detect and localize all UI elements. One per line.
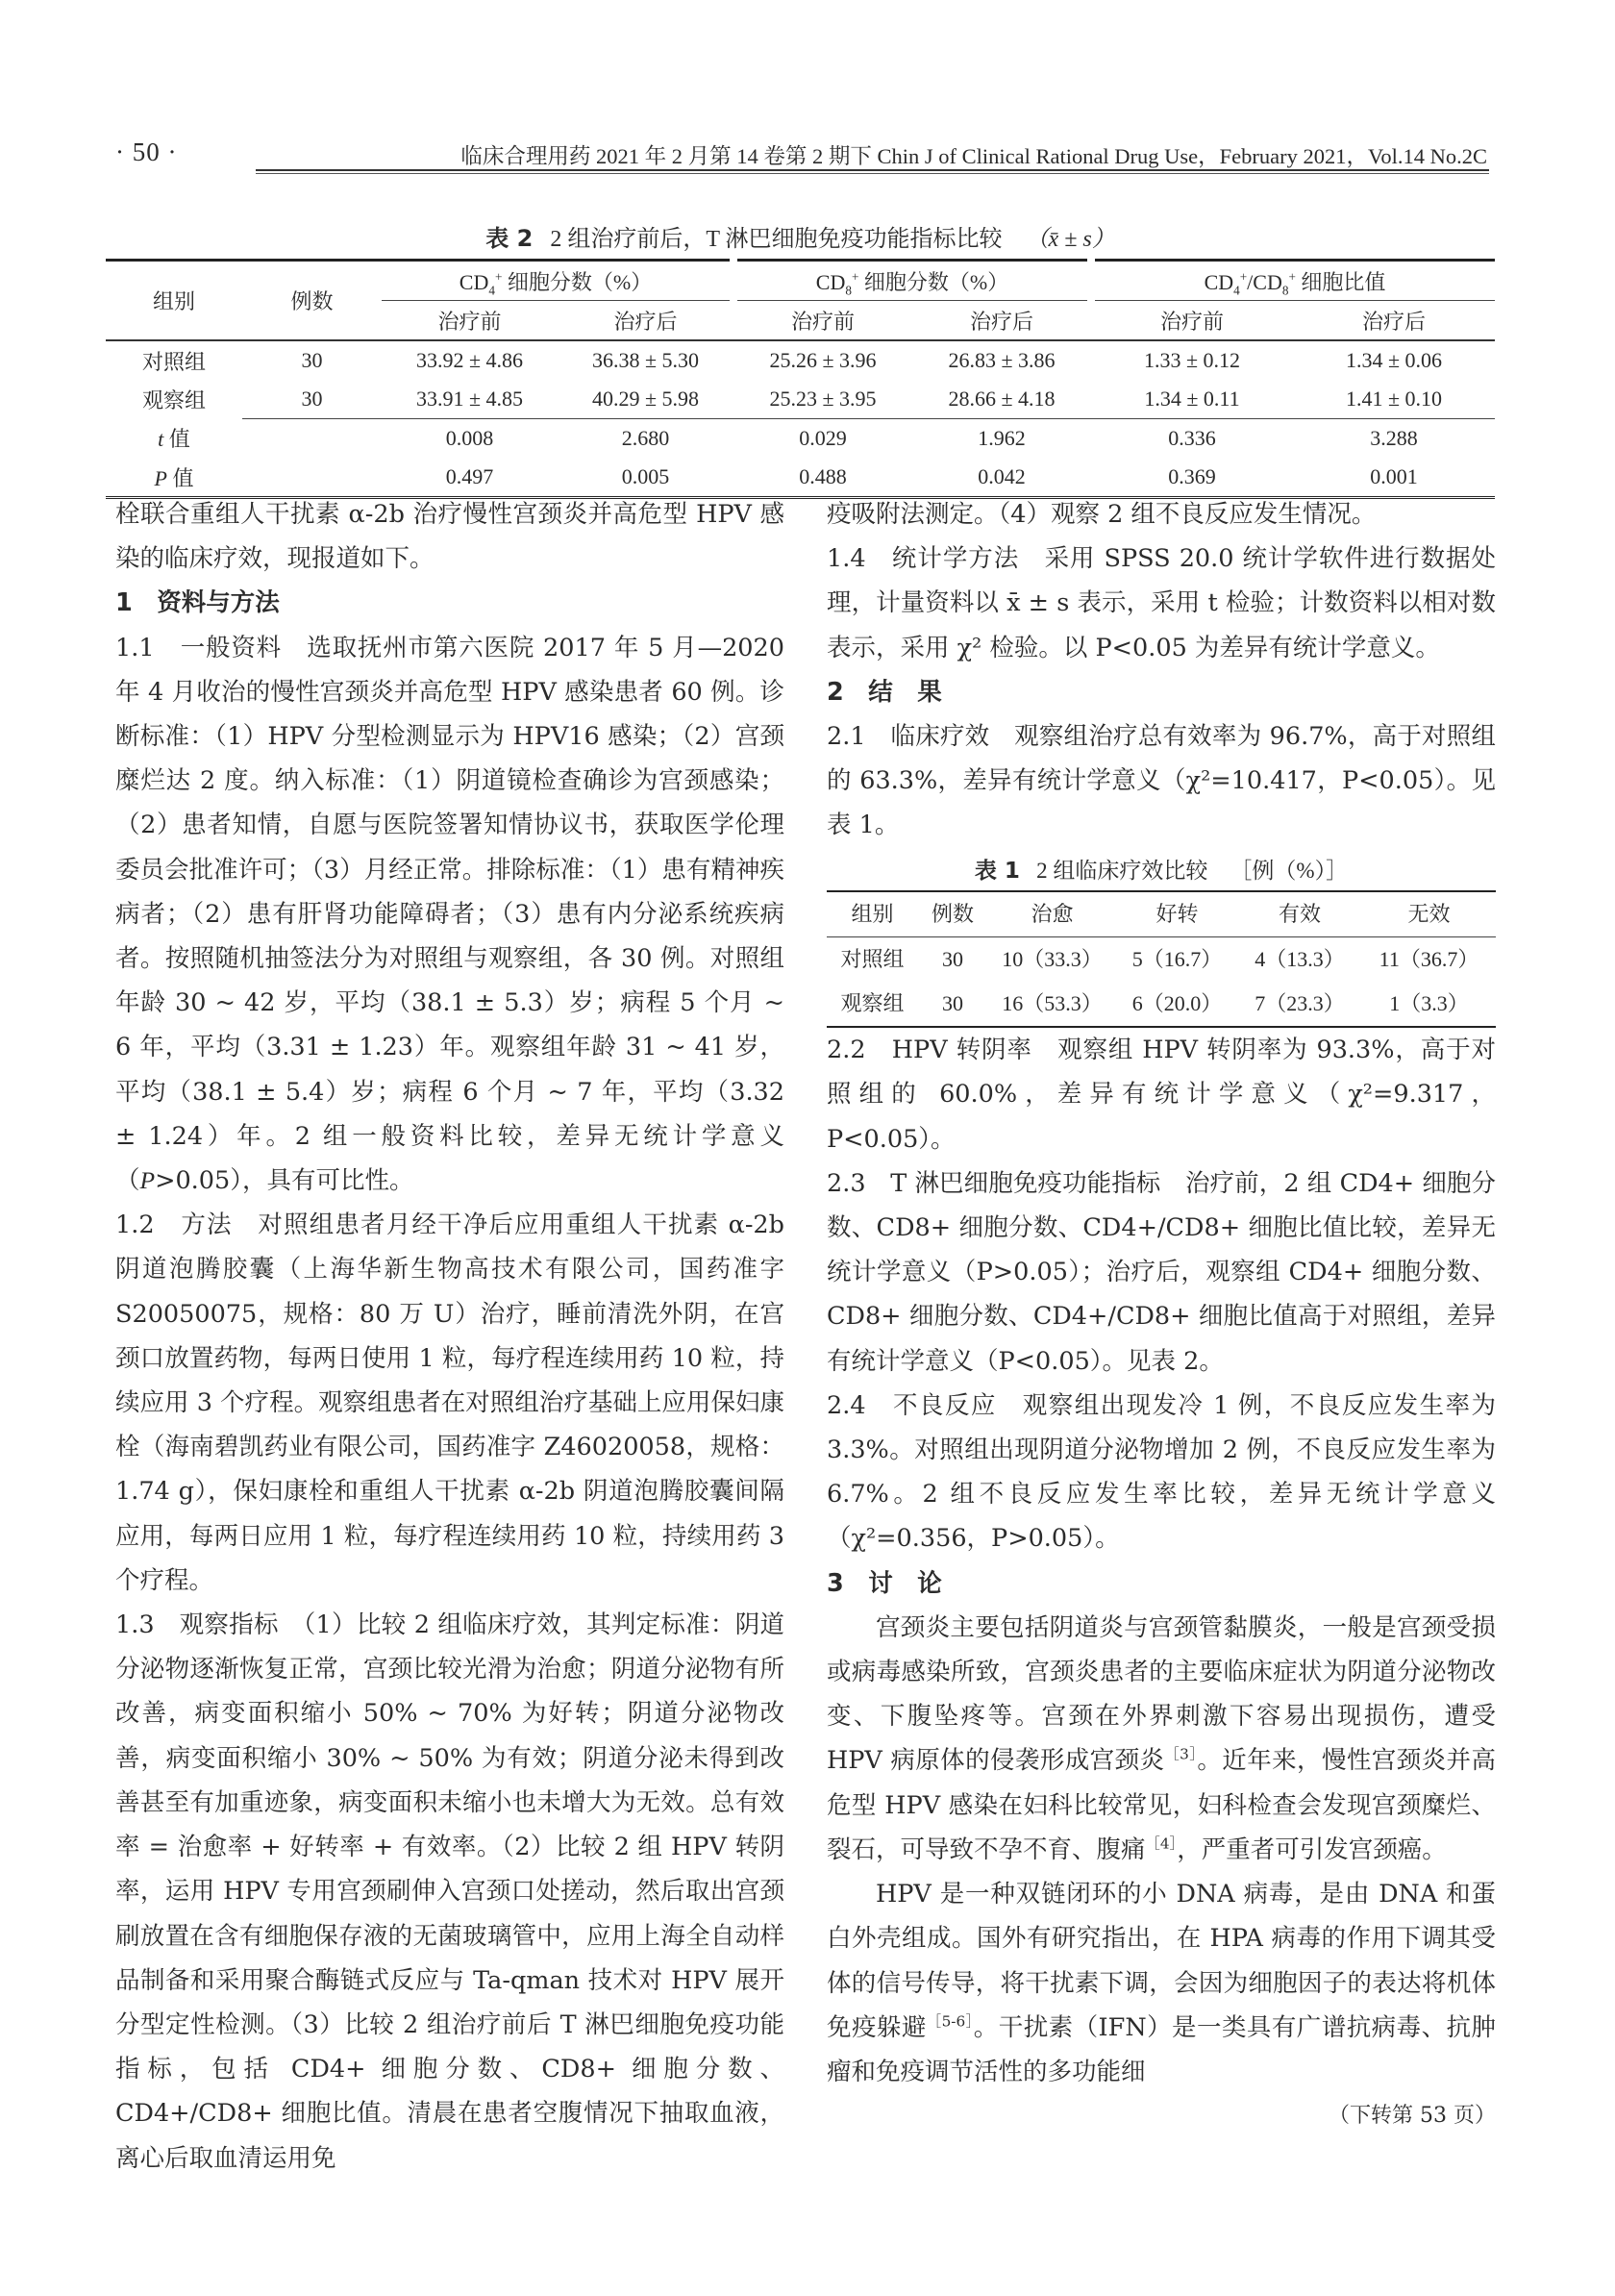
table2-unit: （x̄ ± s） bbox=[1025, 227, 1115, 252]
table1-title: 表 1 2 组临床疗效比较 ［例（%）］ bbox=[974, 858, 1349, 884]
table2-subheader: 治疗后 bbox=[558, 301, 733, 341]
table-row: P 值 0.497 0.005 0.488 0.042 0.369 0.001 bbox=[154, 464, 1418, 490]
table2-header-cd4: $CD_4^+$ 细胞分数（%） bbox=[382, 261, 733, 301]
continued-note: （下转第 53 页） bbox=[1329, 2104, 1496, 2129]
table2-subheader: 治疗后 bbox=[1293, 301, 1495, 341]
right-column bbox=[827, 492, 1496, 2138]
header-rule bbox=[256, 169, 1489, 171]
paragraph: 疫吸附法测定。（4）观察 2 组不良反应发生情况。 bbox=[827, 500, 1377, 529]
table2-subheader: 治疗前 bbox=[733, 301, 912, 341]
table2-caption: 2 组治疗前后，T 淋巴细胞免疫功能指标比较 bbox=[550, 227, 1003, 252]
paragraph-1-4: 1.4 统计学方法 采用 SPSS 20.0 统计学软件进行数据处理，计量资料以 x̄ ± s 表示，采用 t 检验；计数资料以相对数表示，采用 χ² 检验。以 P<0.05 为差异有统计学意义。 bbox=[827, 544, 1496, 662]
header-rule-thin bbox=[256, 173, 1489, 174]
citation-5-6[interactable]: ［5-6］ bbox=[926, 2012, 974, 2031]
paragraph-1-1: 1.1 一般资料 选取抚州市第六医院 2017 年 5 月—2020 年 4 月收治的慢性宫颈炎并高危型 HPV 感染患者 60 例。诊断标准：（1）HPV 分型检测显示为 HPV16 感染；（2）宫颈糜烂达 2 度。纳入标准：（1）阴道镜检查确诊为宫颈感染；（2）患者知情，自愿与医院签署知情协议书，获取医学伦理委员会批准许可；（3）月经正常。排除标准：（1）患有精神疾病者；（2）患有肝肾功能障碍者；（3）患有内分泌系统疾病者。按照随机抽签法分为对照组与观察组，各 30 例。对照组年龄 30 ~ 42 岁，平均（38.1 ± 5.3）岁；病程 5 个月 ~ 6 年，平均（3.31 ± 1.23）年。观察组年龄 31 ~ 41 岁，平均（38.1 ± 5.4）岁；病程 6 个月 ~ 7 年，平均（3.32 ± 1.24）年。2 组一般资料比较，差异无统计学意义（P>0.05），具有可比性。 bbox=[115, 633, 784, 1196]
table1-block bbox=[827, 852, 1496, 1029]
paragraph-2-2: 2.2 HPV 转阴率 观察组 HPV 转阴率为 93.3%，高于对照组的 60.0%，差异有统计学意义（χ²=9.317，P<0.05）。 bbox=[827, 1036, 1496, 1154]
paragraph-3-1: 宫颈炎主要包括阴道炎与宫颈管黏膜炎，一般是宫颈受损或病毒感染所致，宫颈炎患者的主要临床症状为阴道分泌物改变、下腹坠疼等。宫颈在外界刺激下容易出现损伤，遭受 HPV 病原体的侵袭形成宫颈炎$^{[3]}$。近年来，慢性宫颈炎并高危型 HPV 感染在妇科比较常见，妇科检查会发现宫颈糜烂、裂石，可导致不孕不育、腹痛$^{[4]}$，严重者可引发宫颈癌。 bbox=[827, 1612, 1496, 1864]
section-heading-3: 3 讨 论 bbox=[827, 1568, 942, 1598]
citation-3[interactable]: ［3］ bbox=[1164, 1745, 1198, 1763]
paragraph-2-4: 2.4 不良反应 观察组出现发冷 1 例，不良反应发生率为 3.3%。对照组出现阴道分泌物增加 2 例，不良反应发生率为 6.7%。2 组不良反应发生率比较，差异无统计学意义（χ²=0.356，P>0.05）。 bbox=[827, 1390, 1496, 1554]
table2-subheader: 治疗前 bbox=[1091, 301, 1293, 341]
paragraph-2-3: 2.3 T 淋巴细胞免疫功能指标 治疗前，2 组 CD4+ 细胞分数、CD8+ 细胞分数、CD4+/CD8+ 细胞比值比较，差异无统计学意义（P>0.05）；治疗后，观察组 CD4+ 细胞分数、CD8+ 细胞分数、CD4+/CD8+ 细胞比值高于对照组，差异有统计学意义（P<0.05）。见表 2。 bbox=[827, 1168, 1497, 1376]
table1: 组别 例数 治愈 好转 有效 无效 对照组 30 10（33.3） 5（16.7） 4（13.3） 11（36.7） 观察组 30 16（53.3） 6（20.0） 7（23.3） 1（3.3） bbox=[827, 890, 1496, 1029]
citation-4[interactable]: ［4］ bbox=[1145, 1834, 1178, 1853]
table2-subheader: 治疗前 bbox=[382, 301, 558, 341]
table2-title bbox=[106, 219, 1495, 253]
table1-label: 表 1 bbox=[974, 858, 1020, 884]
paragraph: 栓联合重组人干扰素 α-2b 治疗慢性宫颈炎并高危型 HPV 感染的临床疗效，现报道如下。 bbox=[115, 500, 784, 574]
table2 bbox=[106, 259, 1495, 499]
table-row: 观察组 30 33.91 ± 4.85 40.29 ± 5.98 25.23 ± 3.95 28.66 ± 4.18 1.34 ± 0.11 1.41 ± 0.10 bbox=[141, 387, 1443, 412]
section-heading-2: 2 结 果 bbox=[827, 677, 942, 707]
paragraph-3-2: HPV 是一种双链闭环的小 DNA 病毒，是由 DNA 和蛋白外壳组成。国外有研究指出，在 HPA 病毒的作用下调其受体的信号传导，将干扰素下调，会因为细胞因子的表达将机体免疫躲避$^{[5-6]}$。干扰素（IFN）是一类具有广谱抗病毒、抗肿瘤和免疫调节活性的多功能细 bbox=[827, 1880, 1496, 2086]
table-row: 对照组 30 33.92 ± 4.86 36.38 ± 5.30 25.26 ± 3.96 26.83 ± 3.86 1.33 ± 0.12 1.34 ± 0.06 bbox=[141, 348, 1443, 374]
table2-subheader: 治疗后 bbox=[912, 301, 1091, 341]
section-heading-1: 1 资料与方法 bbox=[115, 588, 280, 618]
table-row: 对照组 30 10（33.3） 5（16.7） 4（13.3） 11（36.7） bbox=[840, 946, 1479, 971]
paragraph-1-2: 1.2 方法 对照组患者月经干净后应用重组人干扰素 α-2b 阴道泡腾胶囊（上海华新生物高技术有限公司，国药准字 S20050075，规格：80 万 U）治疗，睡前清洗外阴，在宫颈口放置药物，每两日使用 1 粒，每疗程连续用药 10 粒，持续应用 3 个疗程。观察组患者在对照组治疗基础上应用保妇康栓（海南碧凯药业有限公司，国药准字 Z46020058，规格：1.74 g），保妇康栓和重组人干扰素 α-2b 阴道泡腾胶囊间隔应用，每两日应用 1 粒，每疗程连续用药 10 粒，持续用药 3 个疗程。 bbox=[115, 1210, 784, 1595]
table2-header-cd8: $CD_8^+$ 细胞分数（%） bbox=[733, 261, 1091, 301]
paragraph-1-3: 1.3 观察指标 （1）比较 2 组临床疗效，其判定标准：阴道分泌物逐渐恢复正常，宫颈比较光滑为治愈；阴道分泌物有所改善，病变面积缩小 50% ~ 70% 为好转；阴道分泌物改善，病变面积缩小 30% ~ 50% 为有效；阴道分泌未得到改善甚至有加重迹象，病变面积未缩小也未增大为无效。总有效率 = 治愈率 + 好转率 + 有效率。（2）比较 2 组 HPV 转阴率，运用 HPV 专用宫颈刷伸入宫颈口处搓动，然后取出宫颈刷放置在含有细胞保存液的无菌玻璃管中，应用上海全自动样品制备和采用聚合酶链式反应与 Ta-qman 技术对 HPV 展开分型定性检测。（3）比较 2 组治疗前后 T 淋巴细胞免疫功能指标，包括 CD4+ 细胞分数、CD8+ 细胞分数、CD4+/CD8+ 细胞比值。清晨在患者空腹情况下抽取血液，离心后取血清运用免 bbox=[115, 1610, 784, 2173]
paragraph-2-1: 2.1 临床疗效 观察组治疗总有效率为 96.7%，高于对照组的 63.3%，差异有统计学意义（χ²=10.417，P<0.05）。见表 1。 bbox=[827, 722, 1496, 840]
table2-header-ratio: $CD_4^+/CD_8^+$ 细胞比值 bbox=[1091, 261, 1495, 301]
running-head: 临床合理用药 2021 年 2 月第 14 卷第 2 期下 Chin J of Clinical Rational Drug Use，February 2021，Vol.14 No.2C bbox=[460, 144, 1487, 168]
left-column bbox=[115, 492, 784, 2181]
page-number: · 50 · bbox=[115, 137, 178, 166]
table-row: 观察组 30 16（53.3） 6（20.0） 7（23.3） 1（3.3） bbox=[840, 991, 1469, 1016]
table2-header-n: 例数 bbox=[242, 261, 382, 341]
table2-label: 表 2 bbox=[485, 225, 534, 252]
table2-header-group: 组别 bbox=[106, 261, 242, 341]
table-row: t 值 0.008 2.680 0.029 1.962 0.336 3.288 bbox=[106, 419, 1495, 459]
